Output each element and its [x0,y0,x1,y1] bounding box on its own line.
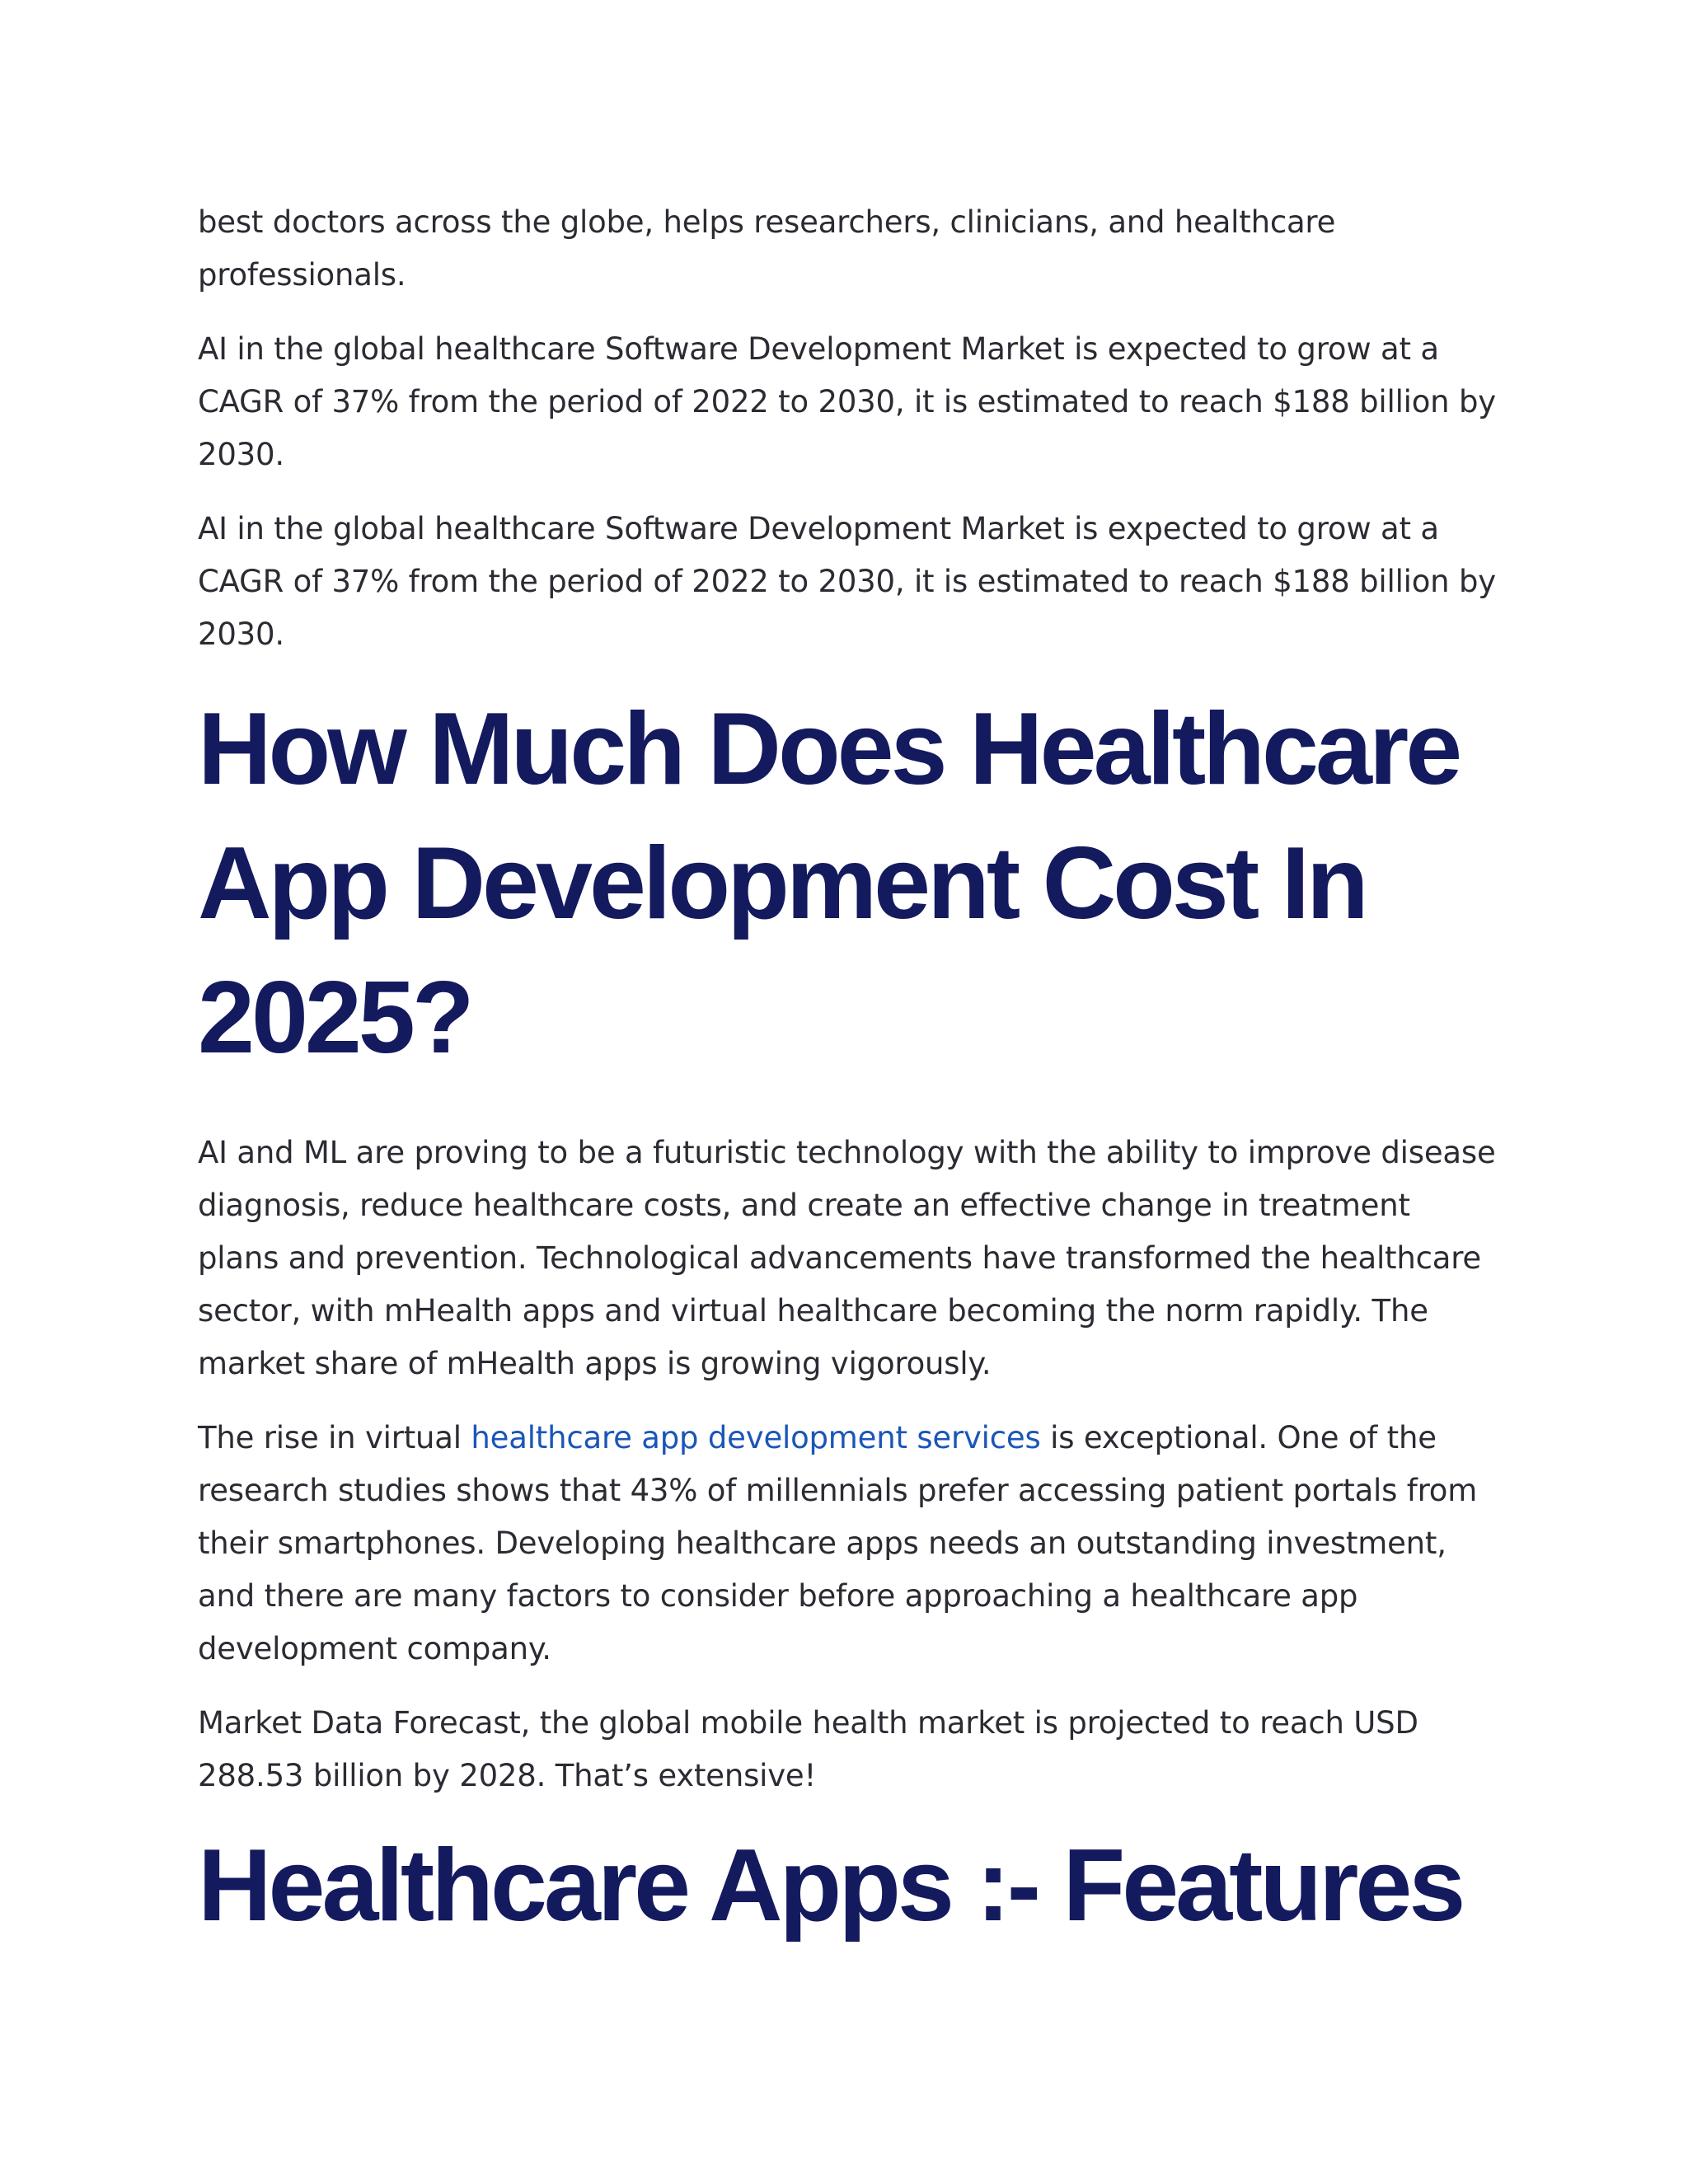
heading-cost: How Much Does Healthcare App Development Cost In 2025? [198,692,1460,1075]
paragraph-rise [198,1412,1500,1675]
paragraph-rise-before: The rise in virtual [198,1420,471,1455]
heading-features: Healthcare Apps :- Features [198,1829,1463,1943]
healthcare-app-services-link[interactable]: healthcare app development services [471,1420,1041,1455]
paragraph-rise-after: is exceptional. One of the research studies shows that 43% of millennials prefer accessing patient portals from their smartphones. Developing healthcare apps needs an outstanding investment, and there are many factors to consider before approaching a healthcare app development company. [198,1420,1478,1666]
article-body [198,196,1500,1947]
paragraph-doctors: best doctors across the globe, helps researchers, clinicians, and healthcare professionals. [198,204,1336,293]
paragraph-ai-ml: AI and ML are proving to be a futuristic technology with the ability to improve disease diagnosis, reduce healthcare costs, and create an effective change in treatment plans and prevention. Technological advancements have transformed the healthcare sector, with mHealth apps and virtual healthcare becoming the norm rapidly. The market share of mHealth apps is growing vigorously. [198,1135,1496,1381]
paragraph-market-growth: AI in the global healthcare Software Development Market is expected to grow at a CAGR of 37% from the period of 2022 to 2030, it is estimated to reach $188 billion by 2030. [198,331,1496,472]
paragraph-market-growth-repeat: AI in the global healthcare Software Development Market is expected to grow at a CAGR of 37% from the period of 2022 to 2030, it is estimated to reach $188 billion by 2030. [198,511,1496,652]
paragraph-market-forecast: Market Data Forecast, the global mobile health market is projected to reach USD 288.53 billion by 2028. That’s extensive! [198,1705,1418,1793]
